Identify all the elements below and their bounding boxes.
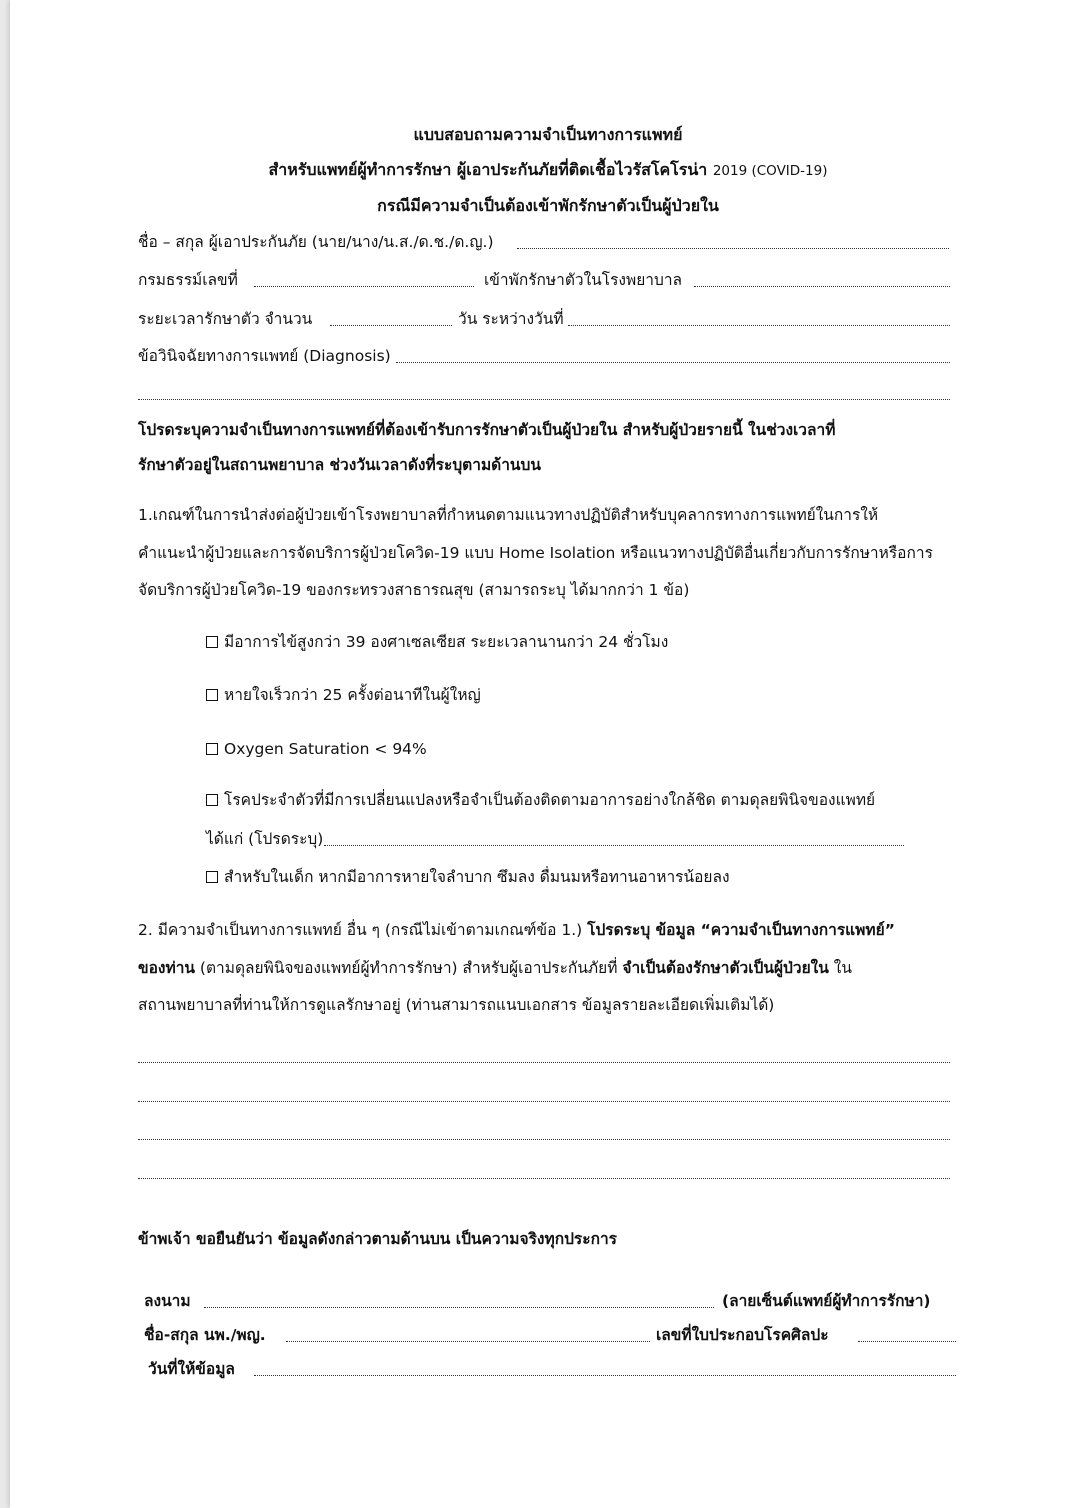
date-field[interactable]	[254, 1375, 956, 1376]
checkbox-chronic-disease[interactable]	[206, 794, 218, 806]
criteria-breathing[interactable]	[206, 685, 481, 705]
section2-line-1-bold: โปรดระบุ ข้อมูล “ความจำเป็นทางการแพทย์”	[587, 921, 895, 939]
license-number-field[interactable]	[858, 1341, 956, 1342]
criteria-oxygen-label: Oxygen Saturation < 94%	[224, 740, 427, 758]
chronic-disease-specify-label: ได้แก่ (โปรดระบุ)	[206, 830, 324, 848]
criteria-fever[interactable]	[206, 632, 668, 652]
diagnosis-field-line-2[interactable]	[138, 399, 950, 400]
title-line-3: กรณีมีความจำเป็นต้องเข้าพักรักษาตัวเป็นผู้ป่วยใน	[377, 196, 719, 215]
checkbox-children[interactable]	[206, 871, 218, 883]
policy-number-label: กรมธรรม์เลขที่	[138, 271, 238, 289]
section1-line-3: จัดบริการผู้ป่วยโควิด-19 ของกระทรวงสาธารณสุข (สามารถระบุ ได้มากกว่า 1 ข้อ)	[138, 581, 690, 599]
treatment-days-field[interactable]	[330, 325, 452, 326]
checkbox-fever[interactable]	[206, 636, 218, 648]
date-label: วันที่ให้ข้อมูล	[148, 1360, 235, 1378]
section2-line-1-text: 2. มีความจำเป็นทางการแพทย์ อื่น ๆ (กรณีไม่เข้าตามเกณฑ์ข้อ 1.)	[138, 921, 588, 939]
criteria-children-label: สำหรับในเด็ก หากมีอาการหายใจลำบาก ซึมลง ดื่มนมหรือทานอาหารน้อยลง	[224, 868, 730, 886]
other-necessity-line-3[interactable]	[138, 1139, 950, 1140]
section1-line-2: คำแนะนำผู้ป่วยและการจัดบริการผู้ป่วยโควิด-19 แบบ Home Isolation หรือแนวทางปฏิบัติอื่นเกี่ยวกับการรักษาหรือการ	[138, 544, 933, 562]
declaration: ข้าพเจ้า ขอยืนยันว่า ข้อมูลดังกล่าวตามด้านบน เป็นความจริงทุกประการ	[138, 1230, 617, 1248]
section2-line-3: สถานพยาบาลที่ท่านให้การดูแลรักษาอยู่ (ท่านสามารถแนบเอกสาร ข้อมูลรายละเอียดเพิ่มเติมได้)	[138, 996, 775, 1014]
title-line-1: แบบสอบถามความจำเป็นทางการแพทย์	[413, 125, 683, 144]
signature-suffix: (ลายเซ็นต์แพทย์ผู้ทำการรักษา)	[722, 1292, 931, 1310]
instruction-line-1: โปรดระบุความจำเป็นทางการแพทย์ที่ต้องเข้ารับการรักษาตัวเป็นผู้ป่วยใน สำหรับผู้ป่วยรายนี้ ในช่วงเวลาที่	[138, 421, 836, 439]
section1-line-1: 1.เกณฑ์ในการนำส่งต่อผู้ป่วยเข้าโรงพยาบาลที่กำหนดตามแนวทางปฏิบัติสำหรับบุคลากรทางการแพทย์ในการให้	[138, 506, 879, 524]
checkbox-oxygen[interactable]	[206, 743, 218, 755]
checkbox-breathing[interactable]	[206, 689, 218, 701]
section2-line-2-bold2: จำเป็นต้องรักษาตัวเป็นผู้ป่วยใน	[622, 959, 829, 977]
section2-line-2-bold: ของท่าน	[138, 959, 195, 977]
chronic-disease-specify-field[interactable]	[324, 845, 904, 846]
doctor-name-field[interactable]	[286, 1341, 650, 1342]
treatment-period-label: ระยะเวลารักษาตัว จำนวน	[138, 310, 313, 328]
instruction-line-2: รักษาตัวอยู่ในสถานพยาบาล ช่วงวันเวลาดังที่ระบุตามด้านบน	[138, 456, 541, 474]
insured-name-label: ชื่อ – สกุล ผู้เอาประกันภัย (นาย/นาง/น.ส./ด.ช./ด.ญ.)	[138, 233, 494, 251]
signature-label: ลงนาม	[144, 1292, 191, 1310]
criteria-breathing-label: หายใจเร็วกว่า 25 ครั้งต่อนาทีในผู้ใหญ่	[224, 686, 481, 704]
other-necessity-line-4[interactable]	[138, 1178, 950, 1179]
section2-line-2-text: (ตามดุลยพินิจของแพทย์ผู้ทำการรักษา) สำหรับผู้เอาประกันภัยที่	[195, 959, 623, 977]
hospital-field[interactable]	[694, 286, 950, 287]
section2-line-2-end: ใน	[828, 959, 852, 977]
title-line-2-text: สำหรับแพทย์ผู้ทำการรักษา ผู้เอาประกันภัยที่ติดเชื้อไวรัสโคโรน่า	[268, 160, 708, 179]
criteria-chronic-disease-label: โรคประจำตัวที่มีการเปลี่ยนแปลงหรือจำเป็นต้องติดตามอาการอย่างใกล้ชิด ตามดุลยพินิจของแพทย์	[224, 791, 876, 809]
hospital-label: เข้าพักรักษาตัวในโรงพยาบาล	[484, 271, 683, 289]
other-necessity-line-2[interactable]	[138, 1101, 950, 1102]
section2-line-1	[138, 920, 895, 940]
insured-name-field[interactable]	[517, 248, 949, 249]
policy-number-field[interactable]	[254, 286, 474, 287]
signature-field[interactable]	[204, 1307, 714, 1308]
other-necessity-line-1[interactable]	[138, 1062, 950, 1063]
criteria-fever-label: มีอาการไข้สูงกว่า 39 องศาเซลเซียส ระยะเวลานานกว่า 24 ชั่วโมง	[224, 633, 669, 651]
date-range-label: วัน ระหว่างวันที่	[458, 310, 564, 328]
diagnosis-label: ข้อวินิจฉัยทางการแพทย์ (Diagnosis)	[138, 347, 391, 365]
date-range-field[interactable]	[568, 325, 950, 326]
title-line-2	[10, 160, 1086, 181]
criteria-chronic-disease[interactable]	[206, 790, 875, 810]
section2-line-2	[138, 958, 852, 978]
criteria-children[interactable]	[206, 867, 730, 887]
license-number-label: เลขที่ใบประกอบโรคศิลปะ	[656, 1326, 829, 1344]
document-page	[10, 0, 1086, 1508]
criteria-oxygen[interactable]	[206, 739, 427, 759]
doctor-name-label: ชื่อ-สกุล นพ./พญ.	[144, 1326, 266, 1344]
diagnosis-field[interactable]	[396, 362, 950, 363]
title-line-2-suffix: 2019 (COVID-19)	[712, 163, 828, 179]
